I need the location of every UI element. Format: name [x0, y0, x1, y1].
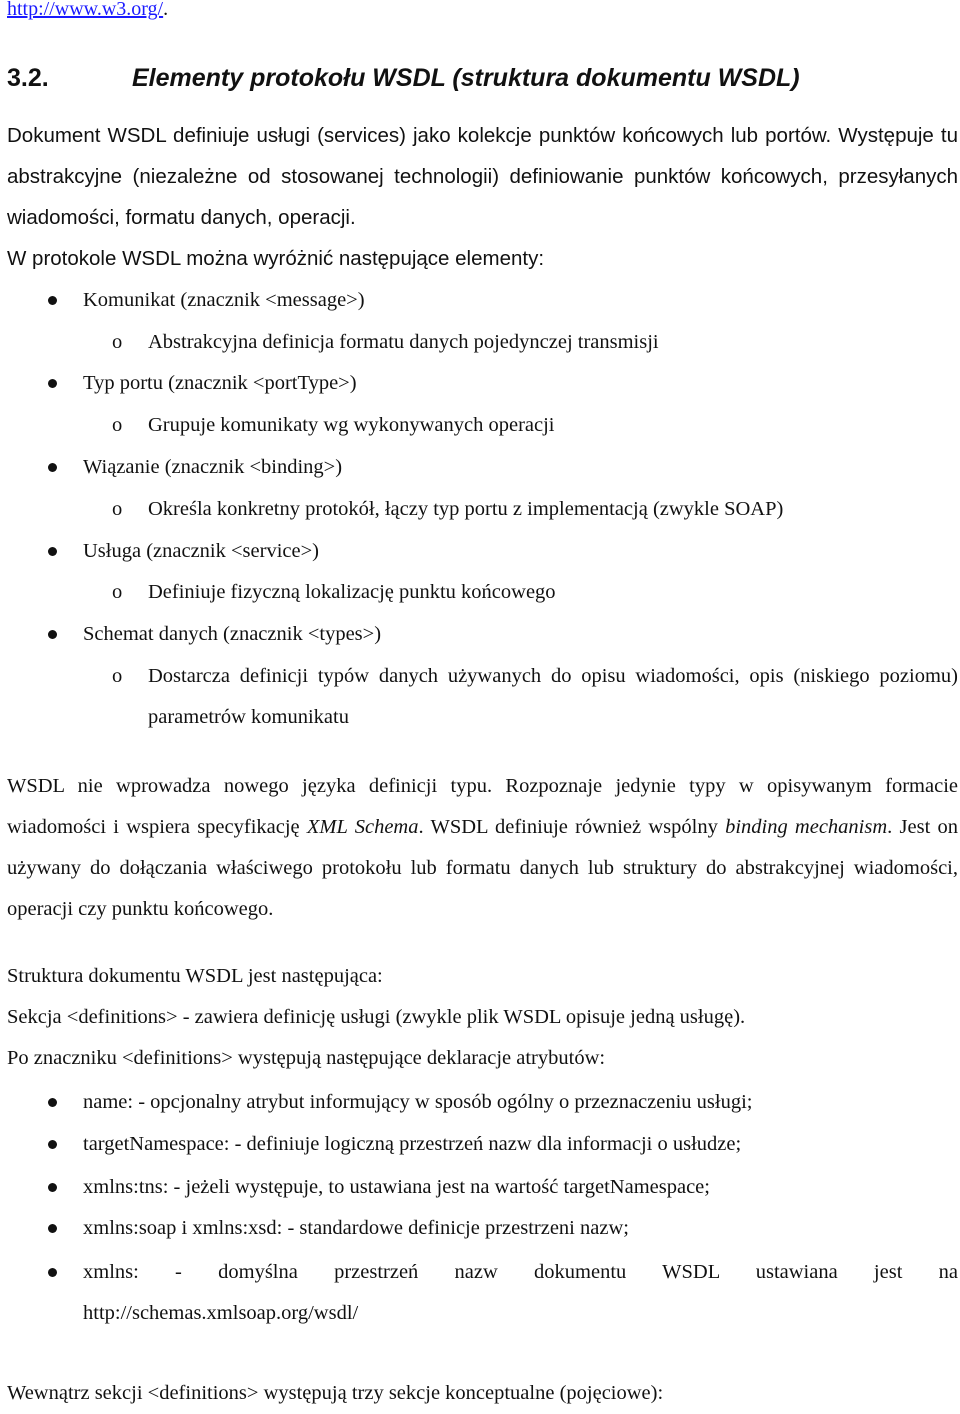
list-item [0, 614, 958, 655]
section-heading [7, 64, 800, 93]
intro-paragraph: Dokument WSDL definiuje usługi (services) jako kolekcje punktów końcowych lub portów. Występuje tu abstrakcyjne (niezależne od stosowanej technologii) definiowanie punktów końcowych, przesyłanych wiadomości, formatu danych, operacji. [7, 124, 958, 229]
attribute-item: xmlns:tns: - jeżeli występuje, to ustawiana jest na wartość targetNamespace; [83, 1176, 710, 1198]
element-description: Abstrakcyjna definicja formatu danych pojedynczej transmisji [148, 331, 659, 353]
bullet-icon [48, 1183, 57, 1192]
sub-bullet-icon: o [112, 498, 123, 520]
list-item [0, 1167, 958, 1208]
section-number: 3.2. [7, 64, 49, 92]
top-link-line [7, 0, 168, 21]
bullet-icon [48, 547, 57, 556]
bullet-icon [48, 1224, 57, 1233]
list-item [0, 1082, 958, 1123]
element-label: Usługa (znacznik <service>) [83, 540, 319, 562]
types-text-2: . WSDL definiuje również wspólny [418, 816, 726, 838]
element-label: Wiązanie (znacznik <binding>) [83, 456, 343, 478]
types-text-3: . Jest on używany do dołączania właściwego protokołu lub formatu danych lub struktury do abstrakcyjnej wiadomości, operacji czy punktu końcowego. [7, 816, 959, 920]
list-item [0, 1124, 958, 1165]
types-paragraph [7, 766, 958, 930]
definitions-section-line: Sekcja <definitions> - zawiera definicję usługi (zwykle plik WSDL opisuje jedną usługę). [7, 1006, 746, 1028]
attribute-item: name: - opcjonalny atrybut informujący w sposób ogólny o przeznaczeniu usługi; [83, 1091, 753, 1113]
bullet-icon [48, 1098, 57, 1107]
list-item [0, 1252, 958, 1293]
bullet-icon [48, 379, 57, 388]
list-item [0, 363, 958, 404]
w3-link[interactable]: http://www.w3.org/ [7, 0, 164, 20]
sub-bullet-icon: o [112, 665, 123, 687]
element-description: Definiuje fizyczną lokalizację punktu końcowego [148, 581, 556, 603]
sub-bullet-icon: o [112, 581, 123, 603]
element-label: Typ portu (znacznik <portType>) [83, 372, 357, 394]
element-label: Schemat danych (znacznik <types>) [83, 623, 382, 645]
structure-heading: Struktura dokumentu WSDL jest następująca: [7, 965, 383, 987]
section-title: Elementy protokołu WSDL (struktura dokumentu WSDL) [132, 64, 800, 92]
list-item [0, 1208, 958, 1249]
top-link-suffix: . [163, 0, 169, 20]
xml-schema-term: XML Schema [306, 816, 419, 838]
bullet-icon [48, 463, 57, 472]
element-label: Komunikat (znacznik <message>) [83, 289, 365, 311]
attribute-item: targetNamespace: - definiuje logiczną przestrzeń nazw dla informacji o usłudze; [83, 1133, 742, 1155]
attribute-item: xmlns:soap i xmlns:xsd: - standardowe definicje przestrzeni nazw; [83, 1217, 629, 1239]
bullet-icon [48, 1140, 57, 1149]
attributes-lead: Po znaczniku <definitions> występują następujące deklaracje atrybutów: [7, 1047, 606, 1069]
element-description: Określa konkretny protokół, łączy typ portu z implementacją (zwykle SOAP) [148, 498, 784, 520]
sub-bullet-icon: o [112, 414, 123, 436]
list-item [0, 280, 958, 321]
attribute-item: xmlns: - domyślna przestrzeń nazw dokumentu WSDL ustawiana jest na [83, 1261, 958, 1283]
element-description: Grupuje komunikaty wg wykonywanych operacji [148, 414, 555, 436]
bullet-icon [48, 296, 57, 305]
list-item [0, 531, 958, 572]
sub-bullet-icon: o [112, 331, 123, 353]
element-description: Dostarcza definicji typów danych używanych do opisu wiadomości, opis (niskiego poziomu) parametrów komunikatu [148, 665, 958, 728]
schema-url: http://schemas.xmlsoap.org/wsdl/ [83, 1302, 359, 1324]
types-text-1: WSDL nie wprowadza nowego języka definicji typu. Rozpoznaje jedynie typy w opisywanym formacie wiadomości i wspiera specyfikację [7, 775, 958, 838]
intro-elements-lead: W protokole WSDL można wyróżnić następujące elementy: [7, 247, 545, 270]
list-item [0, 447, 958, 488]
bullet-icon [48, 630, 57, 639]
bullet-icon [48, 1268, 57, 1277]
closing-line: Wewnątrz sekcji <definitions> występują trzy sekcje konceptualne (pojęciowe): [7, 1382, 664, 1404]
binding-mechanism-term: binding mechanism [725, 816, 888, 838]
